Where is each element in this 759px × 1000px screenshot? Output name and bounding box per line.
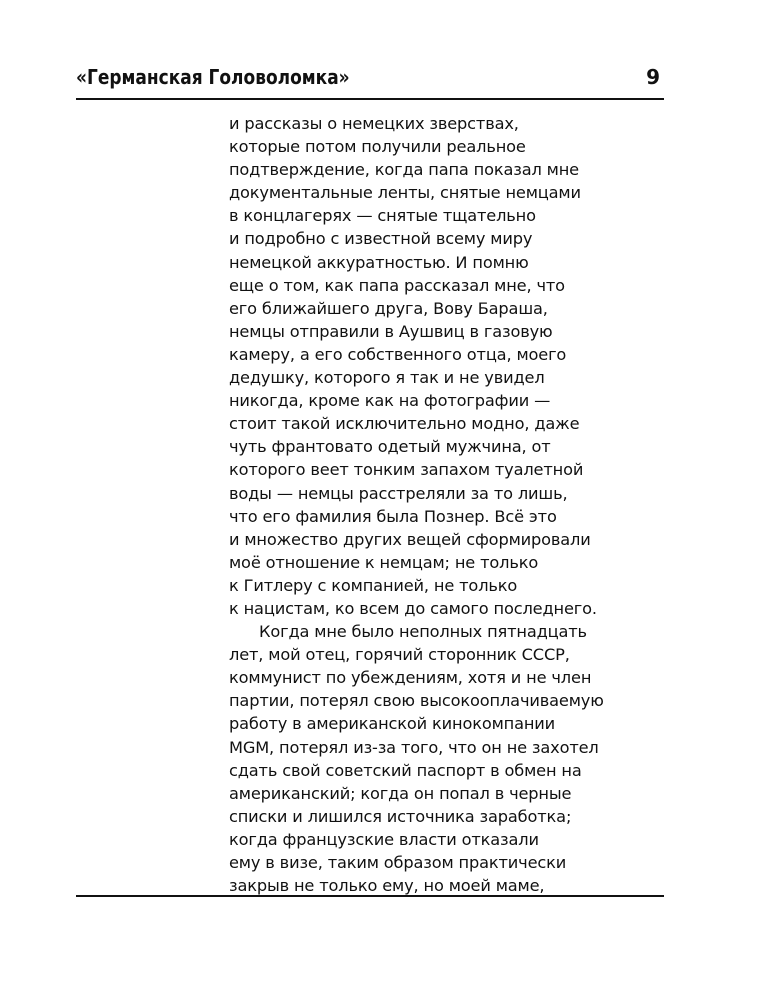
text-line: закрыв не только ему, но моей маме, — [229, 876, 545, 896]
text-line: ему в визе, таким образом практически — [229, 853, 567, 872]
text-line: стоит такой исключительно модно, даже — [229, 414, 580, 434]
running-title: «Германская Головоломка» — [76, 65, 350, 89]
text-line: моё отношение к немцам; не только — [229, 552, 539, 572]
text-line: камеру, а его собственного отца, моего — [229, 344, 567, 364]
text-line: еще о том, как папа рассказал мне, что — [229, 275, 565, 295]
text-line: американский; когда он попал в черные — [229, 783, 572, 803]
text-line: его ближайшего друга, Вову Бараша, — [229, 298, 548, 318]
text-line: к Гитлеру с компанией, не только — [229, 575, 518, 595]
footer-rule — [76, 895, 664, 897]
text-line: списки и лишился источника заработка; — [229, 806, 572, 826]
text-line: воды — немцы расстреляли за то лишь, — [229, 483, 568, 503]
body-text — [229, 112, 629, 897]
text-line: которого веет тонким запахом туалетной — [229, 460, 584, 480]
text-line: немцы отправили в Аушвиц в газовую — [229, 321, 553, 341]
text-line: к нацистам, ко всем до самого последнего. — [229, 598, 597, 618]
text-line: когда французские власти отказали — [229, 829, 539, 849]
text-line: MGM, потерял из-за того, что он не захотел — [229, 737, 599, 757]
text-line: в концлагерях — снятые тщательно — [229, 206, 536, 226]
text-line: лет, мой отец, горячий сторонник СССР, — [229, 645, 570, 665]
text-line: сдать свой советский паспорт в обмен на — [229, 760, 582, 780]
text-line: и рассказы о немецких зверствах, — [229, 114, 519, 133]
text-line: документальные ленты, снятые немцами — [229, 183, 581, 203]
text-line: никогда, кроме как на фотографии — — [229, 391, 551, 411]
text-line: работу в американской кинокомпании — [229, 714, 556, 734]
text-line: дедушку, которого я так и не увидел — [229, 368, 545, 388]
text-line: подтверждение, когда папа показал мне — [229, 160, 579, 180]
text-line: чуть франтовато одетый мужчина, от — [229, 437, 551, 457]
text-line: Когда мне было неполных пятнадцать — [259, 622, 587, 642]
text-line: партии, потерял свою высокооплачиваемую — [229, 691, 604, 711]
text-line: коммунист по убеждениям, хотя и не член — [229, 668, 592, 688]
text-line: немецкой аккуратностью. И помню — [229, 252, 529, 272]
header-rule — [76, 98, 664, 100]
page-number: 9 — [646, 65, 660, 89]
text-line: что его фамилия была Познер. Всё это — [229, 506, 557, 526]
text-line: которые потом получили реальное — [229, 137, 526, 157]
text-line: и подробно с известной всему миру — [229, 229, 533, 249]
text-line: и множество других вещей сформировали — [229, 529, 591, 549]
page-header — [76, 62, 664, 94]
